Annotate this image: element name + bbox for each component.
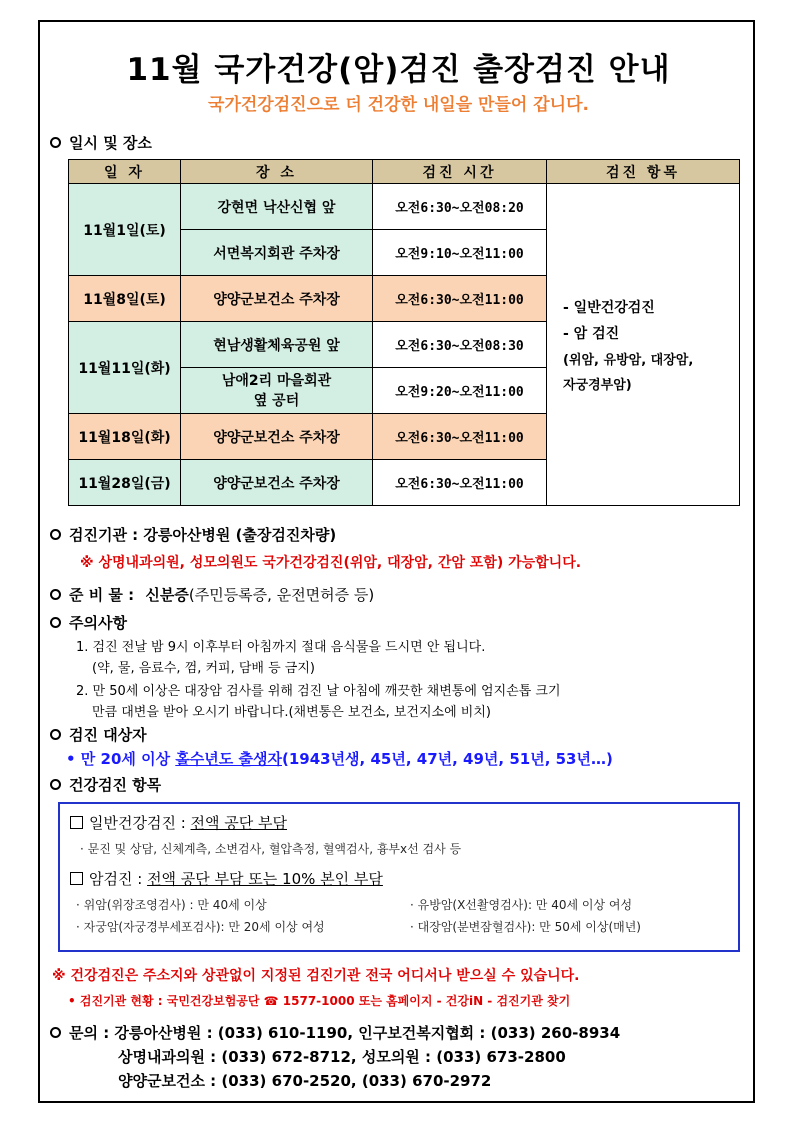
date-cell: 11월1일(토): [69, 184, 181, 276]
circle-bullet-icon: [50, 779, 61, 790]
items-cancer: - 암 검진: [563, 325, 620, 342]
supplies-line: 준 비 물 : 신분증(주민등록증, 운전면허증 등): [50, 584, 374, 605]
header-date: 일 자: [69, 160, 181, 184]
time-cell: 오전9:20~오전11:00: [373, 368, 547, 414]
time-cell: 오전6:30~오전08:30: [373, 322, 547, 368]
header-time: 검진 시간: [373, 160, 547, 184]
date-cell: 11월28일(금): [69, 460, 181, 506]
contact-line-1: 문의 : 강릉아산병원 : (033) 610-1190, 인구보건복지협회 : (033) 260-8934: [50, 1022, 620, 1043]
items-cancer-types-1: (위암, 유방암, 대장암,: [563, 352, 694, 368]
date-cell: 11월8일(토): [69, 276, 181, 322]
institution-note: ※ 상명내과의원, 성모의원도 국가건강검진(위암, 대장암, 간암 포함) 가능합니다.: [80, 555, 582, 571]
header-place: 장 소: [181, 160, 373, 184]
checkbox-square-icon: [70, 872, 83, 885]
targets-heading: 검진 대상자: [50, 724, 147, 745]
table-header-row: [69, 160, 740, 184]
date-cell: 11월11일(화): [69, 322, 181, 414]
place-cell: 양양군보건소 주차장: [181, 460, 373, 506]
caution-line-2: (약, 물, 음료수, 껌, 커피, 담배 등 금지): [92, 661, 315, 676]
place-cell: 양양군보건소 주차장: [181, 276, 373, 322]
cautions-heading: 주의사항: [50, 612, 127, 633]
caution-line-3: 2. 만 50세 이상은 대장암 검사를 위해 검진 날 아침에 깨끗한 채변통에 엄지손톱 크기: [76, 684, 561, 699]
caution-line-1: 1. 검진 전날 밤 9시 이후부터 아침까지 절대 음식물을 드시면 안 됩니다.: [76, 640, 486, 655]
items-cancer-types-2: 자궁경부암): [563, 377, 632, 393]
cancer-detail-breast: · 유방암(X선촬영검사): 만 40세 이상 여성: [410, 898, 633, 912]
institution-lookup-notice: • 검진기관 현황 : 국민건강보험공단 ☎ 1577-1000 또는 홈페이지 - 건강iN - 검진기관 찾기: [68, 994, 571, 1008]
place-cell: 서면복지회관 주차장: [181, 230, 373, 276]
odd-year-underlined: 홀수년도 출생자: [175, 750, 282, 768]
place-cell: 양양군보건소 주차장: [181, 414, 373, 460]
notice-frame: [38, 20, 755, 1103]
items-general: - 일반건강검진: [563, 299, 655, 316]
schedule-heading: 일시 및 장소: [50, 132, 152, 153]
place-cell: 남애2리 마을회관 옆 공터: [181, 368, 373, 414]
date-cell: 11월18일(화): [69, 414, 181, 460]
table-row: [69, 184, 740, 230]
caution-line-4: 만큼 대변을 받아 오시기 바랍니다.(채변통은 보건소, 보건지소에 비치): [92, 705, 491, 720]
page-subtitle: 국가건강검진으로 더 건강한 내일을 만들어 갑니다.: [208, 95, 589, 115]
nationwide-notice: ※ 건강검진은 주소지와 상관없이 지정된 검진기관 전국 어디서나 받으실 수 있습니다.: [52, 968, 580, 984]
cancer-detail-cervical: · 자궁암(자궁경부세포검사): 만 20세 이상 여성: [76, 920, 325, 934]
page-title: 11월 국가건강(암)검진 출장검진 안내: [126, 52, 671, 88]
time-cell: 오전6:30~오전11:00: [373, 414, 547, 460]
targets-line: • 만 20세 이상 홀수년도 출생자(1943년생, 45년, 47년, 49년, 51년, 53년…): [66, 750, 613, 768]
circle-bullet-icon: [50, 729, 61, 740]
cancer-detail-colon: · 대장암(분변잠혈검사): 만 50세 이상(매년): [410, 920, 641, 934]
time-cell: 오전6:30~오전08:20: [373, 184, 547, 230]
time-cell: 오전6:30~오전11:00: [373, 460, 547, 506]
place-cell: 현남생활체육공원 앞: [181, 322, 373, 368]
header-items: 검진 항목: [547, 160, 740, 184]
circle-bullet-icon: [50, 617, 61, 628]
institution-line: 검진기관 : 강릉아산병원 (출장검진차량): [50, 524, 336, 545]
place-cell: 강현면 낙산신협 앞: [181, 184, 373, 230]
exam-items-box: [58, 802, 740, 952]
checkbox-square-icon: [70, 816, 83, 829]
general-exam-detail: · 문진 및 상담, 신체계측, 소변검사, 혈압측정, 혈액검사, 흉부x선 검사 등: [80, 842, 462, 856]
time-cell: 오전6:30~오전11:00: [373, 276, 547, 322]
exam-items-cell: [547, 184, 740, 506]
cancer-detail-stomach: · 위암(위장조영검사) : 만 40세 이상: [76, 898, 267, 912]
contact-line-3: 양양군보건소 : (033) 670-2520, (033) 670-2972: [118, 1072, 492, 1090]
general-exam-item: 일반건강검진 : 전액 공단 부담: [70, 812, 287, 833]
exam-items-heading: 건강검진 항목: [50, 774, 161, 795]
circle-bullet-icon: [50, 529, 61, 540]
cancer-exam-item: 암검진 : 전액 공단 부담 또는 10% 본인 부담: [70, 868, 383, 889]
circle-bullet-icon: [50, 1027, 61, 1038]
time-cell: 오전9:10~오전11:00: [373, 230, 547, 276]
contact-line-2: 상명내과의원 : (033) 672-8712, 성모의원 : (033) 673-2800: [118, 1048, 566, 1066]
circle-bullet-icon: [50, 589, 61, 600]
circle-bullet-icon: [50, 137, 61, 148]
schedule-table: [68, 159, 740, 506]
